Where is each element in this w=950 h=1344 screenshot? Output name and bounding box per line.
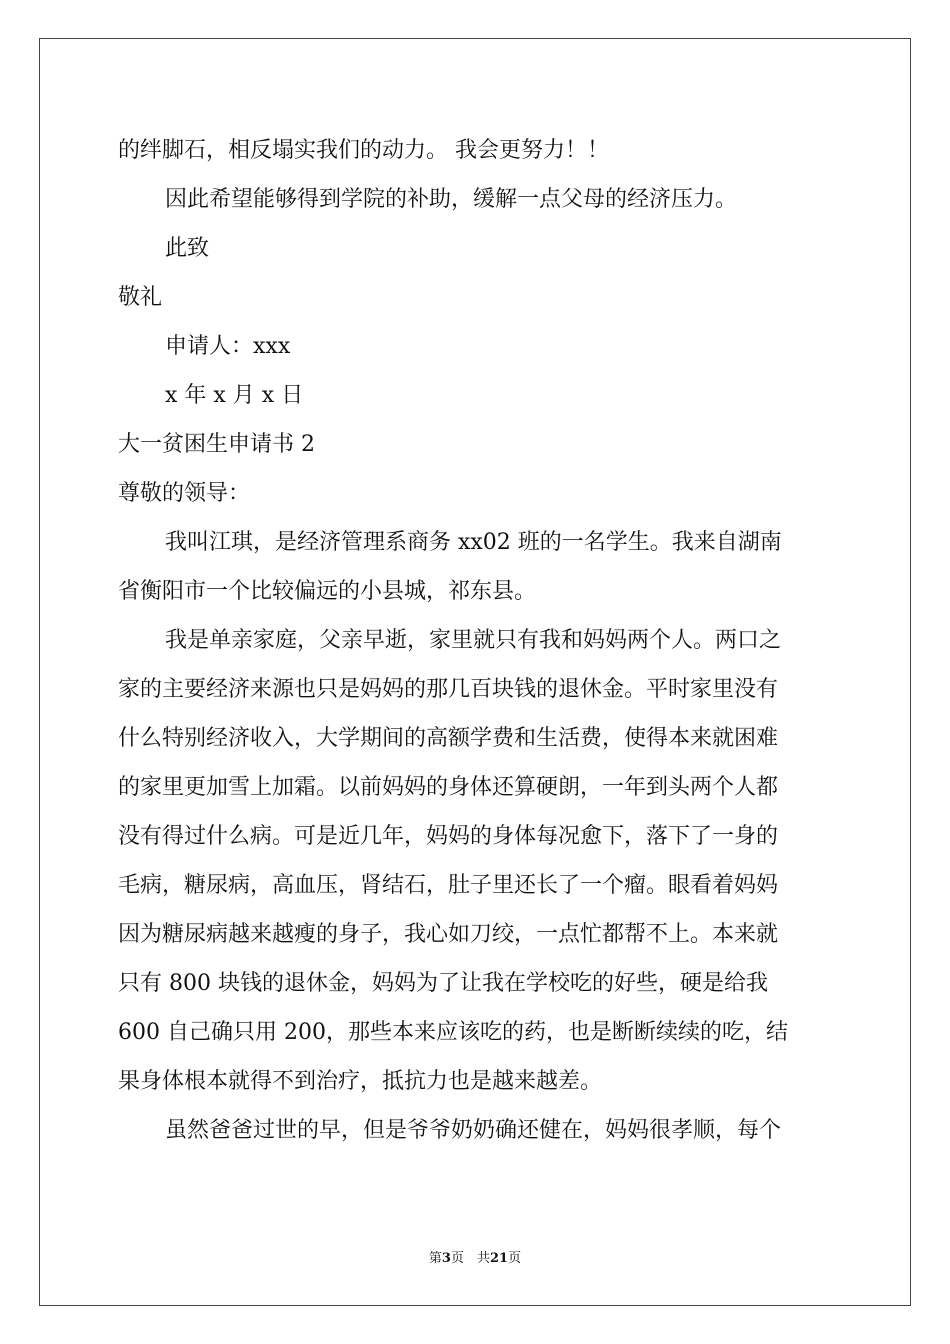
text-line: 果身体根本就得不到治疗，抵抗力也是越来越差。 xyxy=(118,1069,603,1094)
date-line: x 年 x 月 x 日 xyxy=(165,383,304,408)
text-line: 只有 800 块钱的退休金，妈妈为了让我在学校吃的好些，硬是给我 xyxy=(118,971,768,996)
footer-prefix: 第 xyxy=(428,1251,442,1266)
greeting: 尊敬的领导： xyxy=(118,481,251,506)
text-line: 毛病，糖尿病，高血压，肾结石，肚子里还长了一个瘤。眼看着妈妈 xyxy=(118,873,779,898)
footer-suffix: 页 xyxy=(508,1251,522,1266)
text-line: 省衡阳市一个比较偏远的小县城，祁东县。 xyxy=(118,579,537,604)
footer-page-number: 3 xyxy=(441,1251,451,1266)
text-line: 600 自己确只用 200，那些本来应该吃的药，也是断断续续的吃，结 xyxy=(118,1020,788,1045)
applicant-line: 申请人：xxx xyxy=(165,334,291,359)
footer-mid: 页 共 xyxy=(450,1251,490,1266)
text-line: 我是单亲家庭，父亲早逝，家里就只有我和妈妈两个人。两口之 xyxy=(165,628,782,653)
text-line: 的家里更加雪上加霜。以前妈妈的身体还算硬朗，一年到头两个人都 xyxy=(118,775,779,800)
text-line: 没有得过什么病。可是近几年，妈妈的身体每况愈下，落下了一身的 xyxy=(118,824,779,849)
closing-salutation: 此致 xyxy=(165,236,210,261)
text-line: 因为糖尿病越来越瘦的身子，我心如刀绞，一点忙都帮不上。本来就 xyxy=(118,922,779,947)
text-line: 家的主要经济来源也只是妈妈的那几百块钱的退休金。平时家里没有 xyxy=(118,677,779,702)
text-line: 什么特别经济收入，大学期间的高额学费和生活费，使得本来就困难 xyxy=(118,726,779,751)
text-line: 因此希望能够得到学院的补助，缓解一点父母的经济压力。 xyxy=(165,187,738,212)
text-line: 虽然爸爸过世的早，但是爷爷奶奶确还健在，妈妈很孝顺，每个 xyxy=(165,1118,782,1143)
document-body xyxy=(118,126,832,1155)
page-footer xyxy=(0,1247,950,1266)
text-line: 的绊脚石，相反塌实我们的动力。 我会更努力！！ xyxy=(118,138,609,163)
footer-total-pages: 21 xyxy=(489,1251,509,1266)
text-line: 我叫江琪，是经济管理系商务 xx02 班的一名学生。我来自湖南 xyxy=(165,530,782,555)
section-title: 大一贫困生申请书 2 xyxy=(118,432,315,457)
closing-respect: 敬礼 xyxy=(118,285,163,310)
